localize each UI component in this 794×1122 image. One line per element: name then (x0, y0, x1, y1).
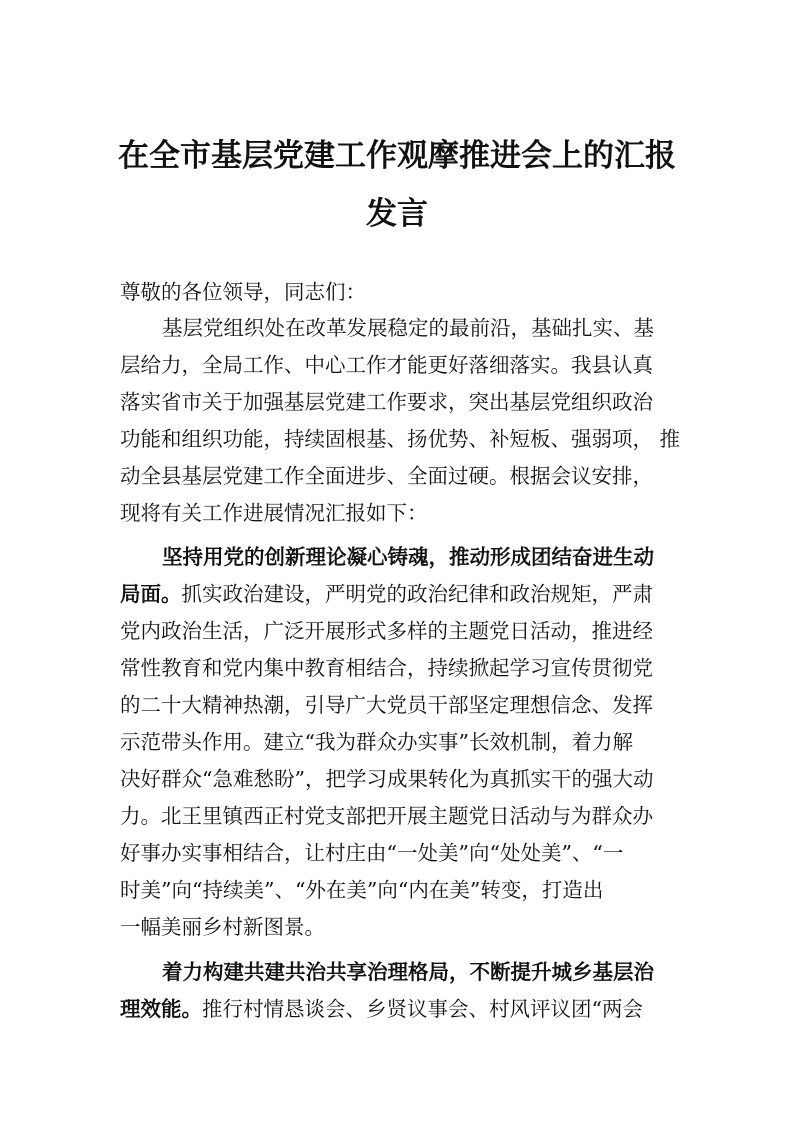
paragraph-line (120, 835, 623, 871)
paragraph-line (120, 347, 653, 383)
paragraph-line (120, 458, 653, 494)
text-run: 抓实政治建设，严明党的政治纪律和政治规矩，严肃 (181, 582, 653, 606)
text-run: 动全县基层党建工作全面进步、全面过硬。根据会议安排， (120, 464, 653, 488)
section-heading-line (162, 539, 654, 575)
paragraph-line (120, 909, 325, 945)
text-run: 层给力，全局工作、中心工作才能更好落细落实。我县认真 (120, 353, 653, 377)
paragraph-line (120, 613, 653, 649)
text-run: 现将有关工作进展情况汇报如下： (120, 501, 428, 525)
text-run: 党内政治生活，广泛开展形式多样的主题党日活动，推进经 (120, 619, 653, 643)
text-run: 决好群众“急难愁盼”，把学习成果转化为真抓实干的强大动 (120, 767, 654, 791)
bold-run: 着力构建共建共治共享治理格局，不断提升城乡基层治 (162, 960, 654, 984)
text-run: 好事办实事相结合，让村庄由“一处美”向“处处美”、“一 (120, 841, 624, 865)
paragraph-line (162, 310, 654, 346)
text-run: 落实省市关于加强基层党建工作要求，突出基层党组织政治 (120, 390, 653, 414)
document-title-line-2: 发言 (366, 196, 428, 232)
paragraph-line (120, 421, 680, 457)
text-run: 示范带头作用。建立“我为群众办实事”长效机制，着力解 (120, 730, 633, 754)
paragraph-line (120, 650, 653, 686)
text-run: 一幅美丽乡村新图景。 (120, 915, 325, 939)
paragraph-line (120, 576, 653, 612)
text-run: 常性教育和党内集中教育相结合，持续掀起学习宣传贯彻党 (120, 656, 653, 680)
salutation (120, 274, 366, 310)
bold-run: 局面。 (120, 582, 182, 606)
paragraph-line (120, 761, 653, 797)
paragraph-line (120, 872, 603, 908)
paragraph-line (120, 495, 428, 531)
paragraph-line (120, 798, 653, 834)
text-run: 尊敬的各位领导，同志们： (120, 280, 366, 304)
text-run: 功能和组织功能，持续固根基、扬优势、补短板、强弱项， 推 (120, 427, 681, 451)
paragraph-line (120, 991, 643, 1027)
text-run: 力。北王里镇西正村党支部把开展主题党日活动与为群众办 (120, 804, 653, 828)
text-run: 的二十大精神热潮，引导广大党员干部坚定理想信念、发挥 (120, 693, 653, 717)
section-heading-line (162, 954, 654, 990)
paragraph-line (120, 384, 653, 420)
paragraph-line (120, 724, 633, 760)
text-run: 推行村情恳谈会、乡贤议事会、村风评议团“两会 (202, 997, 643, 1021)
document-title-line-1: 在全市基层党建工作观摩推进会上的汇报 (118, 138, 676, 174)
text-run: 基层党组织处在改革发展稳定的最前沿，基础扎实、基 (162, 316, 654, 340)
bold-run: 理效能。 (120, 997, 202, 1021)
bold-run: 坚持用党的创新理论凝心铸魂，推动形成团结奋进生动 (162, 545, 654, 569)
paragraph-line (120, 687, 653, 723)
text-run: 时美”向“持续美”、“外在美”向“内在美”转变，打造出 (120, 878, 604, 902)
